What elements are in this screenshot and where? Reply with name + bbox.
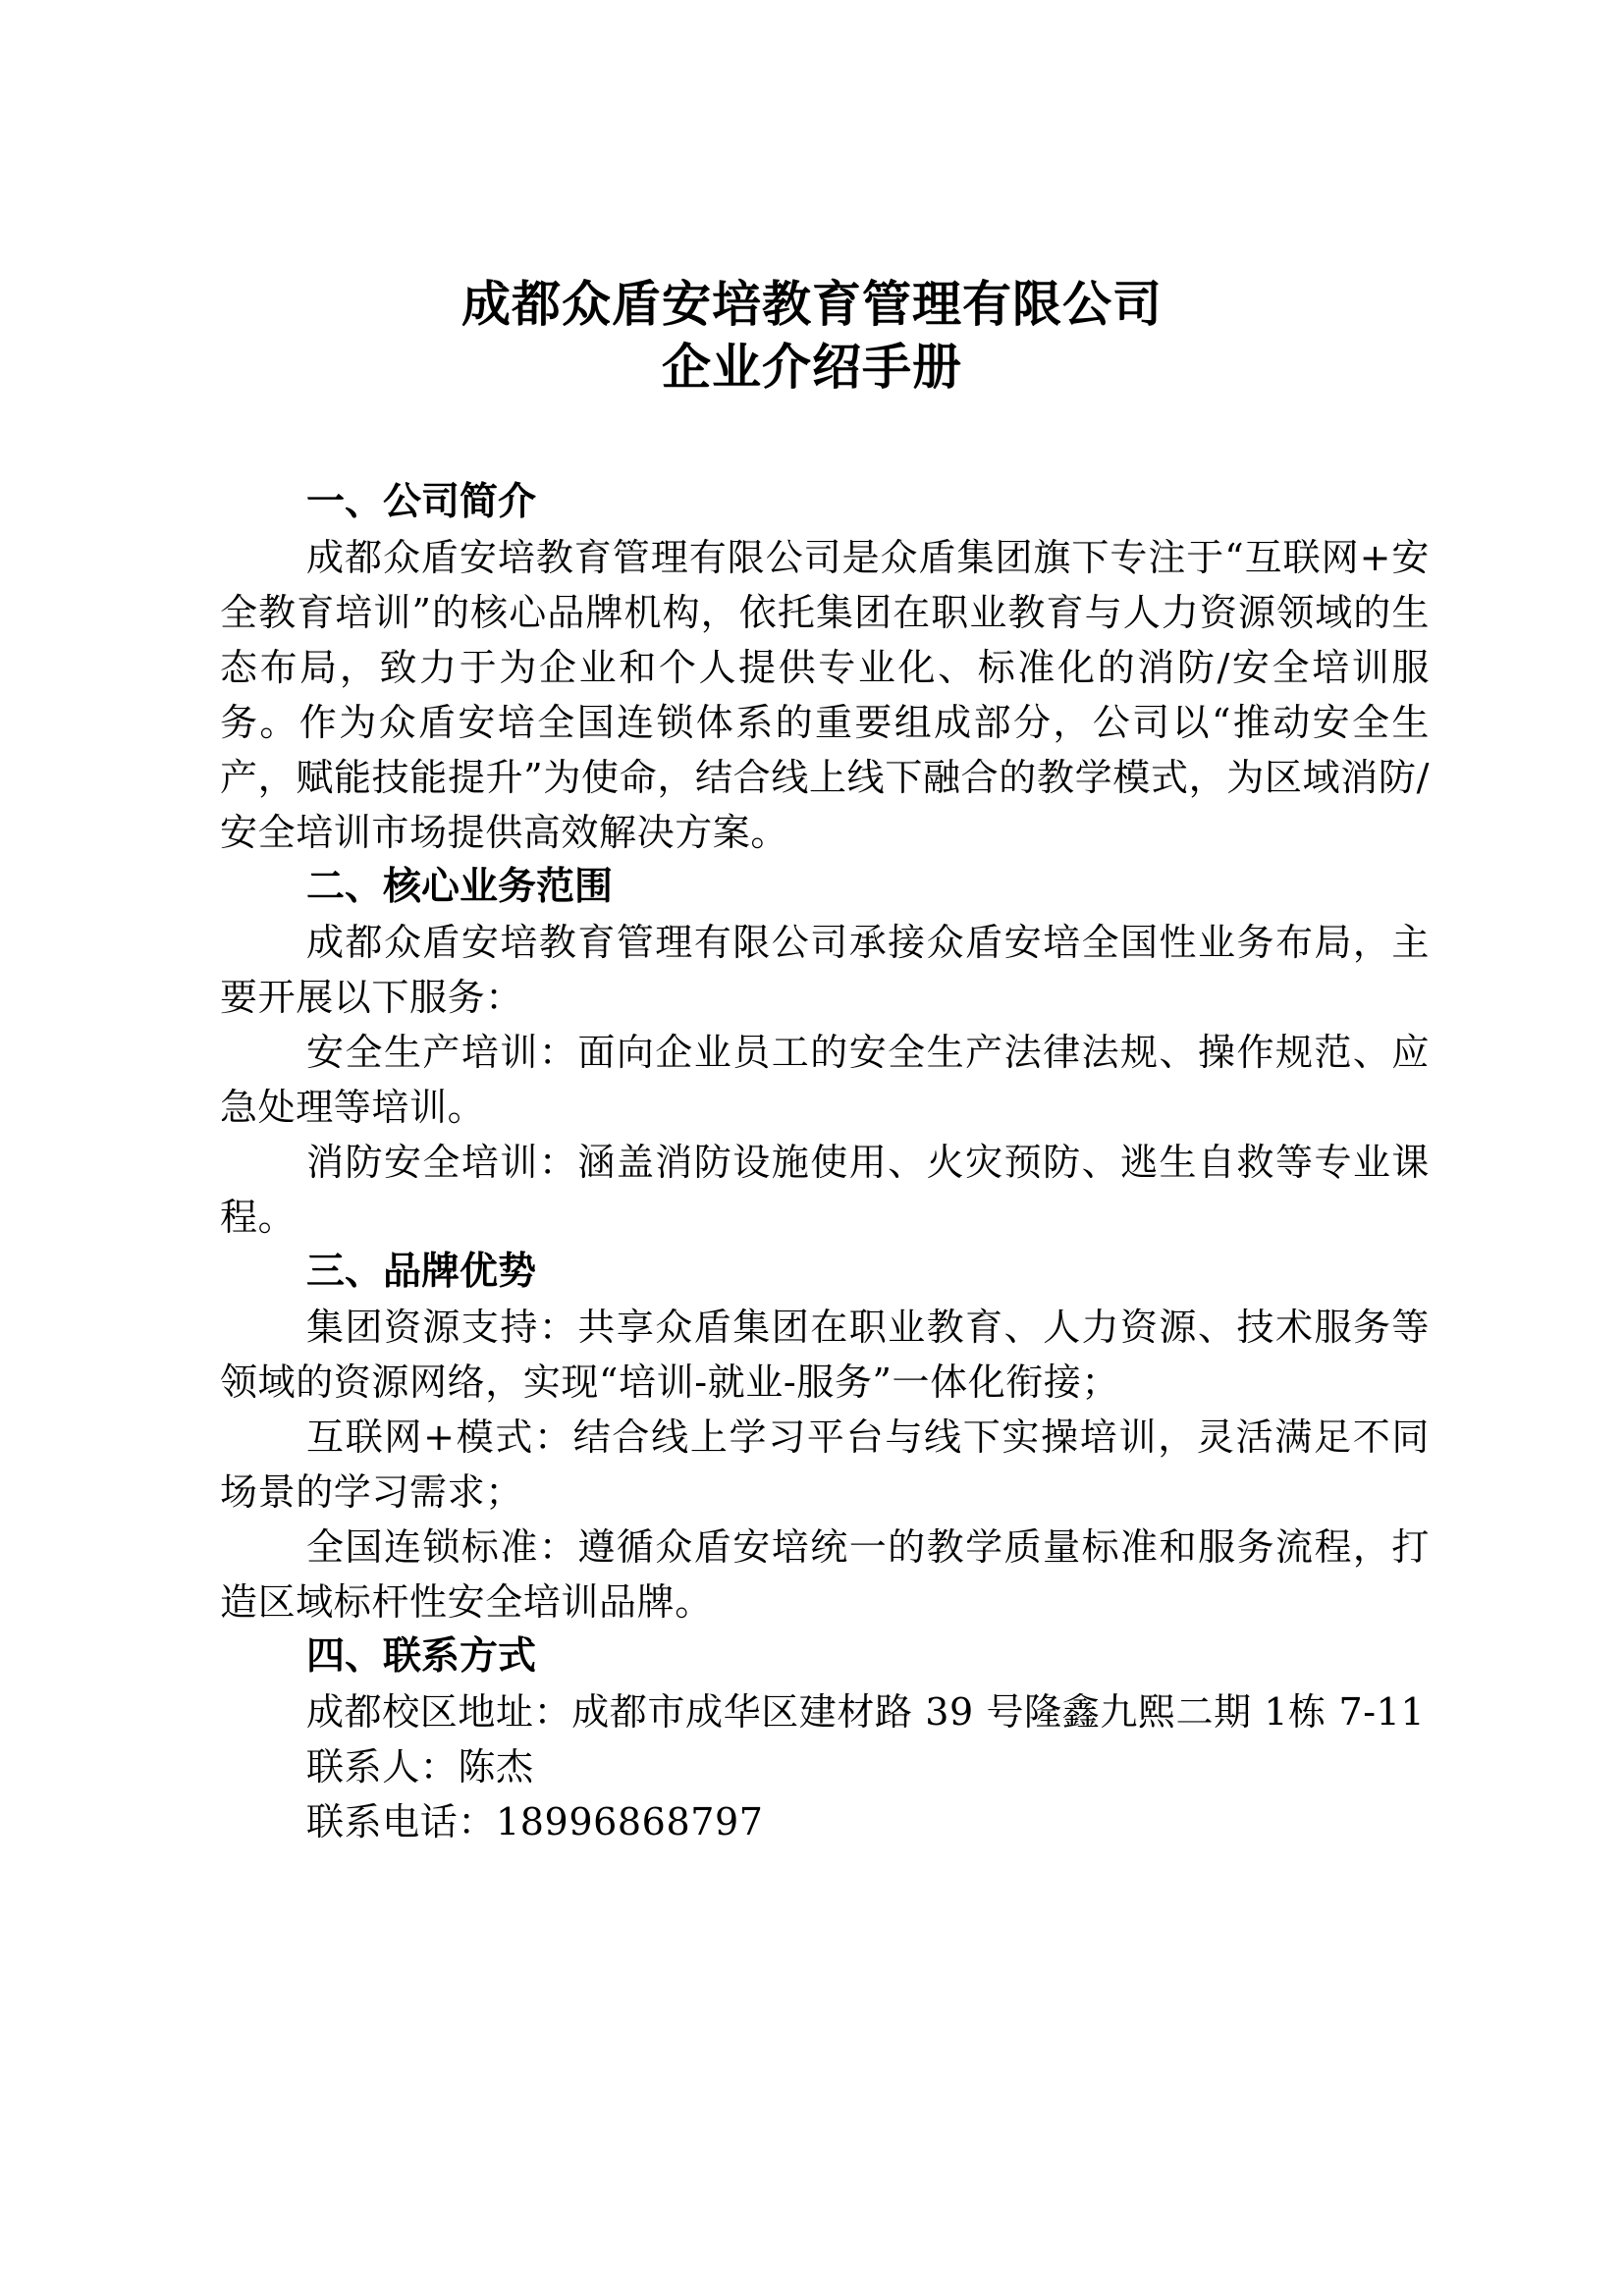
business-safety-training-paragraph: 安全生产培训：面向企业员工的安全生产法律法规、操作规范、应急处理等培训。 [220,1031,1430,1129]
title-company-name: 成都众盾安培教育管理有限公司 [461,276,1163,333]
advantage-group-resources-paragraph: 集团资源支持：共享众盾集团在职业教育、人力资源、技术服务等领域的资源网络，实现“培训-就业-服务”一体化衔接； [220,1306,1430,1404]
section-heading-contact: 四、联系方式 [306,1634,537,1679]
section-heading-advantages: 三、品牌优势 [306,1250,537,1294]
title-subtitle: 企业介绍手册 [662,339,962,396]
document-body [220,475,1430,1849]
section-business [220,860,1430,1245]
business-overview-paragraph: 成都众盾安培教育管理有限公司承接众盾安培全国性业务布局，主要开展以下服务： [220,921,1430,1019]
section-heading-business: 二、核心业务范围 [306,865,614,909]
contact-person: 联系人：陈杰 [306,1745,534,1789]
section-advantages [220,1245,1430,1629]
intro-paragraph: 成都众盾安培教育管理有限公司是众盾集团旗下专注于“互联网+安全教育培训”的核心品牌机构，依托集团在职业教育与人力资源领域的生态布局，致力于为企业和个人提供专业化、标准化的消防/安全培训服务。作为众盾安培全国连锁体系的重要组成部分，公司以“推动安全生产，赋能技能提升”为使命，结合线上线下融合的教学模式，为区域消防/安全培训市场提供高效解决方案。 [220,536,1430,854]
contact-address: 成都校区地址：成都市成华区建材路 39 号隆鑫九熙二期 1栋 7-11 [306,1690,1426,1734]
section-heading-intro: 一、公司简介 [306,480,537,524]
advantage-internet-mode-paragraph: 互联网+模式：结合线上学习平台与线下实操培训，灵活满足不同场景的学习需求； [220,1415,1430,1514]
document-title [0,273,1624,399]
contact-phone: 联系电话：18996868797 [306,1800,764,1843]
section-intro [220,475,1430,860]
advantage-national-chain-paragraph: 全国连锁标准：遵循众盾安培统一的教学质量标准和服务流程，打造区域标杆性安全培训品牌。 [220,1525,1430,1624]
section-contact [220,1629,1430,1849]
business-fire-training-paragraph: 消防安全培训：涵盖消防设施使用、火灾预防、逃生自救等专业课程。 [220,1141,1430,1239]
